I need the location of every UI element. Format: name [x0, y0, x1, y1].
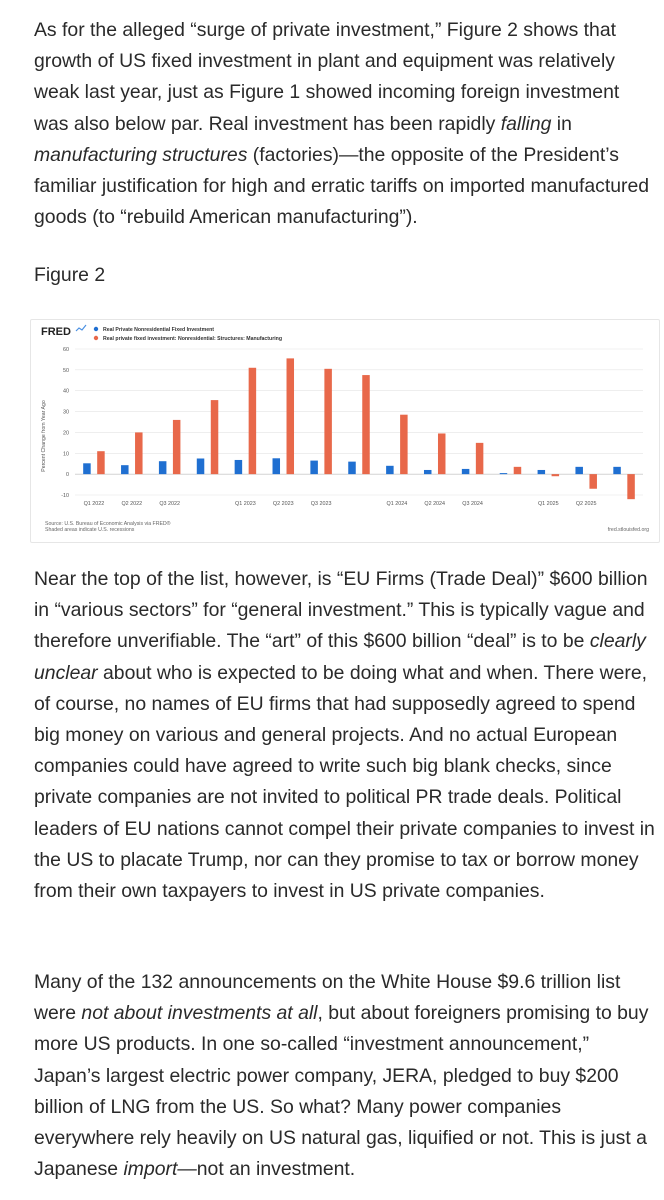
- bar-series-1-q1-2025: [538, 470, 546, 474]
- chart-site: fred.stlouisfed.org: [607, 527, 649, 533]
- legend-label-series-2: Real private fixed investment: Nonresidential: Structures: Manufacturing: [103, 336, 283, 342]
- chart-svg: [31, 320, 659, 542]
- x-tick-label: Q1 2024: [386, 501, 408, 507]
- y-tick-label: 50: [63, 367, 69, 374]
- paragraph-2-text-a: Near the top of the list, however, is “EU Firms (Trade Deal)” $600 billion in “various sectors” for “general investment.” This is typically vague and therefore unverifiable. The “art” of this $600 billion “deal” is to be: [34, 568, 653, 653]
- paragraph-3-text-a: Many of the 132 announcements on the White House $9.6 trillion list were: [34, 971, 626, 1025]
- x-tick-label: Q2 2022: [121, 501, 143, 507]
- y-axis-label: Percent Change from Year Ago: [41, 400, 47, 472]
- bar-series-1-q1-2022: [83, 463, 91, 474]
- paragraph-1-text-b: in: [551, 112, 578, 135]
- paragraph-1-emphasis-manufacturing: manufacturing structures: [34, 143, 248, 166]
- x-tick-label: Q1 2025: [537, 501, 559, 507]
- y-tick-label: -10: [61, 493, 69, 499]
- bar-series-2-q3-2022: [173, 420, 181, 474]
- x-tick-label: Q2 2024: [424, 501, 446, 507]
- legend-label-series-1: Real Private Nonresidential Fixed Investment: [103, 327, 214, 333]
- bar-series-2-q2-2024: [438, 433, 446, 474]
- x-tick-label: Q1 2022: [83, 501, 105, 507]
- bar-series-2-q2-2022: [135, 432, 143, 474]
- bar-series-1-q2-2025: [575, 467, 583, 474]
- x-tick-label: Q2 2025: [575, 501, 597, 507]
- bar-series-1-q1-2024: [386, 466, 394, 474]
- bar-series-2-q3-2024: [476, 443, 484, 474]
- y-tick-label: 60: [63, 347, 69, 353]
- y-tick-label: 30: [63, 409, 69, 416]
- bar-series-1-q3-2025: [613, 467, 621, 474]
- chart-bars: [83, 358, 635, 499]
- paragraph-1: [34, 15, 658, 233]
- bar-series-1-q3-2024: [462, 469, 470, 474]
- paragraph-3: [34, 967, 658, 1185]
- x-tick-label: Q2 2023: [272, 501, 294, 507]
- bar-series-2-q2-2023: [287, 358, 295, 474]
- paragraph-3-emphasis-not-investments: not about investments at all: [81, 1002, 318, 1025]
- chart-recession-note: Shaded areas indicate U.S. recessions: [45, 527, 135, 533]
- paragraph-2-emphasis: clearly unclear: [34, 630, 652, 684]
- bar-series-2-q1-2023: [249, 368, 257, 474]
- bar-series-2-q1-2025: [552, 474, 560, 476]
- x-tick-label: Q1 2023: [235, 501, 256, 507]
- paragraph-3-text-b: , but about foreigners promising to buy more US products. In one so-called “investment announcement,” Japan’s largest electric power company, JERA, pledged to buy $200 billion of LNG from the US. So what? Many power companies everywhere rely heavily on US natural gas, liquified or not. This is just a Japanese: [34, 1002, 654, 1181]
- fred-chart: [30, 319, 660, 543]
- bar-series-1-q3-2023: [310, 461, 318, 475]
- bar-series-1-q2-2024: [424, 470, 432, 474]
- paragraph-1-text-c: (factories)—the opposite of the President’s familiar justification for high and erratic tariffs on imported manufactured goods (to “rebuild American manufacturing”).: [34, 143, 655, 229]
- bar-series-2-q4-2022: [211, 400, 219, 474]
- y-tick-label: 10: [63, 451, 69, 458]
- bar-series-1-q1-2023: [235, 460, 243, 474]
- x-tick-label: Q3 2024: [462, 501, 483, 507]
- bar-series-2-q1-2024: [400, 415, 408, 474]
- bar-series-1-q4-2023: [348, 462, 356, 475]
- legend-swatch-series-1: [94, 327, 98, 331]
- figure-caption: Figure 2: [34, 264, 106, 286]
- paragraph-1-text-a: As for the alleged “surge of private investment,” Figure 2 shows that growth of US fixed investment in plant and equipment was relatively weak last year, just as Figure 1 showed incoming foreign investment was also below par. Real investment has been rapidly: [34, 19, 625, 135]
- y-tick-label: 0: [66, 472, 69, 479]
- bar-series-2-q2-2025: [589, 474, 597, 489]
- bar-series-2-q4-2024: [514, 467, 522, 474]
- bar-series-1-q4-2024: [500, 473, 508, 474]
- legend-swatch-series-2: [94, 336, 98, 340]
- y-tick-label: 40: [63, 388, 69, 395]
- fred-logo: FRED: [41, 326, 71, 338]
- bar-series-1-q2-2022: [121, 465, 129, 474]
- bar-series-1-q4-2022: [197, 459, 205, 475]
- paragraph-3-text-c: —not an investment.: [177, 1158, 356, 1181]
- bar-series-2-q3-2023: [324, 369, 332, 474]
- paragraph-2: [34, 564, 661, 907]
- bar-series-1-q2-2023: [273, 458, 281, 474]
- bar-series-2-q1-2022: [97, 451, 105, 474]
- paragraph-3-emphasis-import: import: [123, 1158, 178, 1181]
- bar-series-2-q3-2025: [627, 474, 635, 499]
- bar-series-1-q3-2022: [159, 461, 167, 474]
- x-tick-label: Q3 2022: [159, 501, 181, 507]
- x-tick-label: Q3 2023: [310, 501, 332, 507]
- paragraph-2-text-b: about who is expected to be doing what and when. There were, of course, no names of EU firms that had supposedly agreed to spend big money on various and general projects. And no actual European companies could have agreed to write such big blank checks, since private companies are not invited to political PR trade deals. Political leaders of EU nations cannot compel their private companies to invest in the US to placate Trump, nor can they promise to tax or borrow money from their own taxpayers to invest in US private companies.: [34, 661, 661, 903]
- paragraph-1-emphasis-falling: falling: [500, 112, 552, 135]
- fred-logo-graph-icon: [76, 325, 86, 331]
- chart-source: Source: U.S. Bureau of Economic Analysis via FRED®: [45, 521, 171, 527]
- bar-series-2-q4-2023: [362, 375, 370, 474]
- y-tick-label: 20: [63, 430, 69, 437]
